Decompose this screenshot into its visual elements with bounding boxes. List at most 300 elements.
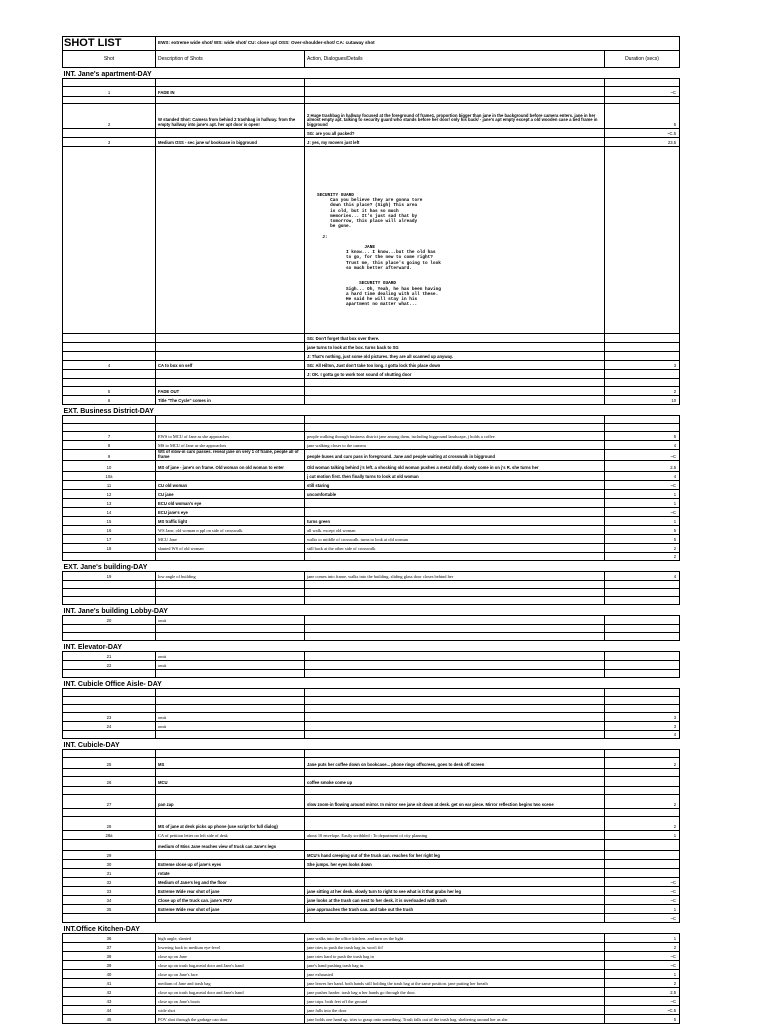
shot-number-cell: 32 (63, 878, 156, 887)
duration-cell (605, 851, 680, 860)
duration-cell (605, 147, 680, 334)
description-cell: FADE OUT (156, 387, 305, 396)
shot-number-cell: 28a (63, 831, 156, 840)
duration-cell (605, 670, 680, 678)
shot-number-cell (63, 670, 156, 678)
description-cell (156, 129, 305, 138)
description-cell: CA to box on self (156, 361, 305, 370)
table-row (63, 526, 680, 535)
column-header-row (63, 51, 680, 68)
description-cell (156, 581, 305, 589)
action-cell (305, 424, 605, 432)
table-row (63, 997, 680, 1006)
description-cell: wide shot (156, 1006, 305, 1015)
shot-number-cell (63, 750, 156, 758)
action-cell: Jane puts her coffee down on bookcase... phone rings offscreen, goes to desk off screen (305, 758, 605, 769)
action-cell: jane walks into the office kitchen. and turn on the light (305, 934, 605, 943)
duration-cell: 2 (605, 979, 680, 988)
duration-cell: ~C.5 (605, 1006, 680, 1015)
table-row (63, 777, 680, 787)
action-cell: people walking through business district jane among them, including bigground landscape, j holds a coffee (305, 432, 605, 441)
action-cell (305, 79, 605, 87)
description-cell: Extreme Wide rear shot of jane (156, 887, 305, 896)
action-cell: J: yes, my movers just left (305, 138, 605, 147)
description-cell: close up on Jane's boots (156, 997, 305, 1006)
shot-number-cell (63, 352, 156, 361)
shot-number-cell (63, 625, 156, 633)
action-cell: jane tries to push the trash bag in. won't fit! (305, 943, 605, 952)
description-cell: MS of jane - jane's on frame. Old woman on old woman to enter (156, 461, 305, 472)
table-row (63, 138, 680, 147)
description-cell (156, 147, 305, 334)
shot-number-cell (63, 553, 156, 561)
section-heading-row (63, 605, 680, 616)
duration-cell: 2.5 (605, 461, 680, 472)
table-row (63, 705, 680, 713)
table-row (63, 887, 680, 896)
table-row (63, 988, 680, 997)
description-cell: medium of Jane and trash bag (156, 979, 305, 988)
shot-number-cell (63, 697, 156, 705)
shot-number-cell (63, 597, 156, 605)
action-cell: Old woman talking behind j's left. a shocking old woman pushes a metal dolly. slowly come in on j's R. she turns her (305, 461, 605, 472)
description-cell: CU jane (156, 490, 305, 499)
shot-number-cell: 40 (63, 970, 156, 979)
action-cell (305, 97, 605, 104)
duration-cell: ~C (605, 896, 680, 905)
shot-number-cell: 36 (63, 934, 156, 943)
action-cell (305, 652, 605, 661)
table-row (63, 589, 680, 597)
description-cell: MCU (156, 777, 305, 787)
duration-cell: 3 (605, 722, 680, 731)
shot-number-cell: 7 (63, 432, 156, 441)
action-cell: j cut motion first. then finally turns to look at old woman (305, 472, 605, 481)
duration-cell: 23.5 (605, 138, 680, 147)
shot-type-legend: EWS: extreme wide shot/ WS: wide shot/ CU: close up/ OSS: Over-shoulder-shot/ CA: cutaway shot (156, 37, 680, 51)
duration-cell: 3 (605, 361, 680, 370)
shot-number-cell: 30 (63, 860, 156, 869)
action-cell (305, 713, 605, 722)
shot-number-cell (63, 689, 156, 697)
action-cell (305, 689, 605, 697)
action-cell: MCU's hand creeping out of the truck can. reaches for her right leg (305, 851, 605, 860)
duration-cell (605, 597, 680, 605)
table-row (63, 851, 680, 860)
description-cell (156, 370, 305, 379)
description-cell (156, 416, 305, 424)
shot-number-cell (63, 147, 156, 334)
description-cell (156, 914, 305, 923)
table-row (63, 432, 680, 441)
description-cell (156, 670, 305, 678)
action-cell (305, 809, 605, 817)
description-cell: FADE IN (156, 87, 305, 97)
table-row (63, 79, 680, 87)
action-cell: jane's hand pushing trash bag in. (305, 961, 605, 970)
description-cell: CU old woman (156, 481, 305, 490)
description-cell: pan zap (156, 795, 305, 809)
shot-number-cell: 33 (63, 887, 156, 896)
shot-number-cell (63, 416, 156, 424)
duration-cell: 2 (605, 795, 680, 809)
description-cell: lowering back to medium eye-level (156, 943, 305, 952)
action-cell (305, 817, 605, 831)
shot-number-cell: 6 (63, 396, 156, 405)
action-cell: jane tries hard to push the trash bag in (305, 952, 605, 961)
action-cell (305, 878, 605, 887)
header-description: Description of Shots (156, 51, 305, 68)
action-cell (305, 396, 605, 405)
table-row (63, 795, 680, 809)
duration-cell (605, 589, 680, 597)
shot-number-cell: 9 (63, 450, 156, 461)
action-cell (305, 625, 605, 633)
duration-cell (605, 97, 680, 104)
duration-cell: 4 (605, 731, 680, 739)
shot-number-cell (63, 633, 156, 641)
description-cell: Extreme close up of jane's eyes (156, 860, 305, 869)
shot-number-cell: 13 (63, 499, 156, 508)
action-cell: jane comes into frame. walks into the building. sliding glass door closes behind her (305, 572, 605, 581)
description-cell: Medium of Jane's leg and the floor (156, 878, 305, 887)
table-row (63, 905, 680, 914)
shot-number-cell: 22 (63, 661, 156, 670)
section-heading: INT.Office Kitchen-DAY (63, 923, 680, 934)
action-cell (305, 499, 605, 508)
table-row (63, 499, 680, 508)
action-cell (305, 379, 605, 387)
shot-number-cell: 29 (63, 851, 156, 860)
table-row (63, 97, 680, 104)
shot-number-cell: 34 (63, 896, 156, 905)
shot-number-cell: 27 (63, 795, 156, 809)
table-row (63, 1006, 680, 1015)
action-cell (305, 416, 605, 424)
table-row (63, 722, 680, 731)
duration-cell: ~C (605, 961, 680, 970)
description-cell (156, 705, 305, 713)
shot-number-cell (63, 129, 156, 138)
duration-cell (605, 416, 680, 424)
duration-cell: 2 (605, 943, 680, 952)
shot-number-cell: 28 (63, 817, 156, 831)
section-heading-row (63, 678, 680, 689)
shot-number-cell (63, 343, 156, 352)
description-cell: slanted WS of old woman (156, 544, 305, 553)
duration-cell: 1 (605, 905, 680, 914)
action-cell (305, 633, 605, 641)
description-cell (156, 787, 305, 795)
duration-cell: 2.5 (605, 988, 680, 997)
description-cell: WS of slow-in cars passes. reveal jane on very 1 of frame, people all of frame (156, 450, 305, 461)
duration-cell: 1 (605, 831, 680, 840)
action-cell: people buses and cars pass in foreground. Jane and people waiting at crosswalk in bigground (305, 450, 605, 461)
duration-cell (605, 689, 680, 697)
shot-number-cell: 10a (63, 472, 156, 481)
duration-cell: ~C (605, 481, 680, 490)
duration-cell: ~C (605, 878, 680, 887)
action-cell: SG: are you all packed? (305, 129, 605, 138)
duration-cell (605, 79, 680, 87)
table-row (63, 441, 680, 450)
duration-cell: 5 (605, 104, 680, 129)
duration-cell: ~C (605, 450, 680, 461)
table-row (63, 396, 680, 405)
table-row (63, 758, 680, 769)
description-cell: low angle of building (156, 572, 305, 581)
section-heading-row (63, 68, 680, 79)
duration-cell: ~C (605, 508, 680, 517)
table-row (63, 370, 680, 379)
shot-number-cell: 23 (63, 713, 156, 722)
table-row (63, 535, 680, 544)
description-cell: Extreme Wide rear shot of jane (156, 905, 305, 914)
section-heading-row (63, 739, 680, 750)
shot-number-cell: 8 (63, 441, 156, 450)
table-row (63, 869, 680, 878)
description-cell (156, 79, 305, 87)
description-cell: MCU Jane (156, 535, 305, 544)
duration-cell: 5 (605, 526, 680, 535)
duration-cell (605, 625, 680, 633)
duration-cell: 1 (605, 499, 680, 508)
section-heading: INT. Jane's building Lobby-DAY (63, 605, 680, 616)
table-row (63, 831, 680, 840)
action-cell: turns green (305, 517, 605, 526)
section-heading: INT. Cubicle-DAY (63, 739, 680, 750)
description-cell (156, 597, 305, 605)
shot-number-cell (63, 581, 156, 589)
duration-cell (605, 777, 680, 787)
table-row (63, 731, 680, 739)
shot-number-cell (63, 589, 156, 597)
duration-cell (605, 616, 680, 625)
duration-cell: 5 (605, 1015, 680, 1024)
duration-cell (605, 787, 680, 795)
shot-number-cell (63, 769, 156, 777)
table-row (63, 750, 680, 758)
table-row (63, 689, 680, 697)
duration-cell: 1 (605, 490, 680, 499)
description-cell (156, 589, 305, 597)
description-cell: ECU jane's eye (156, 508, 305, 517)
action-cell: jane trips. both feet off the ground (305, 997, 605, 1006)
duration-cell (605, 334, 680, 343)
shot-number-cell: 4 (63, 361, 156, 370)
shot-number-cell: 31 (63, 869, 156, 878)
page-title: SHOT LIST (63, 37, 156, 51)
shot-number-cell: 19 (63, 572, 156, 581)
description-cell: MS to MCU of Jane as she approaches (156, 441, 305, 450)
table-row (63, 1015, 680, 1024)
description-cell: close up on trash bag,metal door and Jane's hand (156, 961, 305, 970)
duration-cell (605, 343, 680, 352)
shot-number-cell: 14 (63, 508, 156, 517)
action-cell: walks to middle of crosswalk. turns to look at old woman (305, 535, 605, 544)
section-heading: INT. Jane's apartment-DAY (63, 68, 680, 79)
table-row (63, 517, 680, 526)
section-heading-row (63, 561, 680, 572)
table-row (63, 817, 680, 831)
table-row (63, 943, 680, 952)
duration-cell (605, 769, 680, 777)
action-cell (305, 869, 605, 878)
shot-list-table (62, 36, 680, 1024)
duration-cell: 1 (605, 517, 680, 526)
description-cell: POV shot through the garbage can door (156, 1015, 305, 1024)
table-row (63, 860, 680, 869)
duration-cell: ~C (605, 914, 680, 923)
description-cell (156, 352, 305, 361)
table-row (63, 652, 680, 661)
section-heading: INT. Cubicle Office Aisle- DAY (63, 678, 680, 689)
description-cell (156, 750, 305, 758)
duration-cell: ~C (605, 87, 680, 97)
action-cell: jane pushes harder. trash bag n her hands go through the door. (305, 988, 605, 997)
duration-cell: ~C (605, 952, 680, 961)
table-row (63, 129, 680, 138)
action-cell: jane holds one hand up. tries to grasp onto something. Trash falls out of the trash bag. sheltering around her as she (305, 1015, 605, 1024)
description-cell: CA of petition letter on left side of desk (156, 831, 305, 840)
action-cell (305, 731, 605, 739)
duration-cell: 2 (605, 758, 680, 769)
description-cell (156, 731, 305, 739)
description-cell (156, 625, 305, 633)
description-cell: medium of Miss Jane reaches view of truck can Jane's legs (156, 840, 305, 851)
duration-cell (605, 809, 680, 817)
shot-number-cell: 2 (63, 104, 156, 129)
description-cell: close up on trash bag,metal door and Jane's hand (156, 988, 305, 997)
action-cell (305, 840, 605, 851)
duration-cell: ~C (605, 997, 680, 1006)
header-action: Action, Dialogues/Details (305, 51, 605, 68)
table-row (63, 450, 680, 461)
description-cell (156, 689, 305, 697)
shot-number-cell: 39 (63, 961, 156, 970)
table-row (63, 633, 680, 641)
action-cell: jane walking closer to the camera (305, 441, 605, 450)
table-row (63, 670, 680, 678)
description-cell (156, 633, 305, 641)
description-cell: omit (156, 661, 305, 670)
duration-cell (605, 370, 680, 379)
shot-list-sheet (62, 36, 679, 1024)
duration-cell: 3 (605, 713, 680, 722)
shot-number-cell (63, 424, 156, 432)
action-cell: jane looks at the trash can next to her desk. it is overloaded with trash (305, 896, 605, 905)
shot-number-cell: 24 (63, 722, 156, 731)
table-row (63, 809, 680, 817)
shot-number-cell (63, 79, 156, 87)
table-row (63, 379, 680, 387)
header-duration: Duration (secs) (605, 51, 680, 68)
table-row (63, 840, 680, 851)
description-cell: Medium OSS - sec jane w/ bookcase in bigground (156, 138, 305, 147)
action-cell: SG: All Hilton, Just don't take too long. I gotta lock this place down (305, 361, 605, 370)
shot-number-cell (63, 97, 156, 104)
shot-number-cell: 44 (63, 1006, 156, 1015)
duration-cell (605, 840, 680, 851)
table-row (63, 769, 680, 777)
shot-number-cell: 1 (63, 87, 156, 97)
shot-number-cell (63, 840, 156, 851)
table-row (63, 508, 680, 517)
description-cell (156, 697, 305, 705)
duration-cell: 4 (605, 472, 680, 481)
duration-cell: 4 (605, 572, 680, 581)
table-row (63, 934, 680, 943)
shot-number-cell: 5 (63, 387, 156, 396)
table-row (63, 597, 680, 605)
title-row (63, 37, 680, 51)
action-cell: J: OK. I gotta go to work too! sound of shutting door (305, 370, 605, 379)
duration-cell: 2 (605, 553, 680, 561)
action-cell (305, 508, 605, 517)
action-cell: all walk. except old woman (305, 526, 605, 535)
table-row (63, 424, 680, 432)
table-row (63, 625, 680, 633)
shot-number-cell: 17 (63, 535, 156, 544)
action-cell: jane exhausted (305, 970, 605, 979)
shot-number-cell: 43 (63, 997, 156, 1006)
shot-number-cell (63, 914, 156, 923)
duration-cell: 2 (605, 544, 680, 553)
table-row (63, 352, 680, 361)
shot-number-cell: 15 (63, 517, 156, 526)
description-cell: omit (156, 616, 305, 625)
table-row (63, 481, 680, 490)
duration-cell: 5 (605, 535, 680, 544)
section-heading-row (63, 641, 680, 652)
action-cell: still staring (305, 481, 605, 490)
table-row (63, 472, 680, 481)
section-heading: INT. Elevator-DAY (63, 641, 680, 652)
section-heading: EXT. Jane's building-DAY (63, 561, 680, 572)
table-row (63, 970, 680, 979)
description-cell: ECU old woman's eye (156, 499, 305, 508)
duration-cell (605, 633, 680, 641)
table-row (63, 104, 680, 129)
description-cell: omit (156, 713, 305, 722)
shot-number-cell: 37 (63, 943, 156, 952)
description-cell: close up on Jane's face (156, 970, 305, 979)
action-cell: jane approaches the trash can. and take out the trash (305, 905, 605, 914)
duration-cell (605, 869, 680, 878)
shot-number-cell (63, 334, 156, 343)
duration-cell: 5 (605, 432, 680, 441)
description-cell: WS Jane, old woman n ppl on side of crosswalk (156, 526, 305, 535)
action-cell (305, 787, 605, 795)
duration-cell: ~C.5 (605, 129, 680, 138)
table-row (63, 544, 680, 553)
shot-number-cell (63, 379, 156, 387)
section-heading: EXT. Business District-DAY (63, 405, 680, 416)
shot-number-cell (63, 370, 156, 379)
shot-number-cell: 35 (63, 905, 156, 914)
duration-cell (605, 352, 680, 361)
description-cell (156, 424, 305, 432)
shot-number-cell (63, 731, 156, 739)
action-cell (305, 553, 605, 561)
table-row (63, 343, 680, 352)
shot-number-cell: 3 (63, 138, 156, 147)
shot-number-cell: 12 (63, 490, 156, 499)
shot-number-cell: 21 (63, 652, 156, 661)
action-cell: SG: Don't forget that box over there. (305, 334, 605, 343)
description-cell: W standed Shot: Camera from behind 2 trashbag in hallway. from the empty hallway into jane's apt. her apt door is open! (156, 104, 305, 129)
duration-cell (605, 581, 680, 589)
